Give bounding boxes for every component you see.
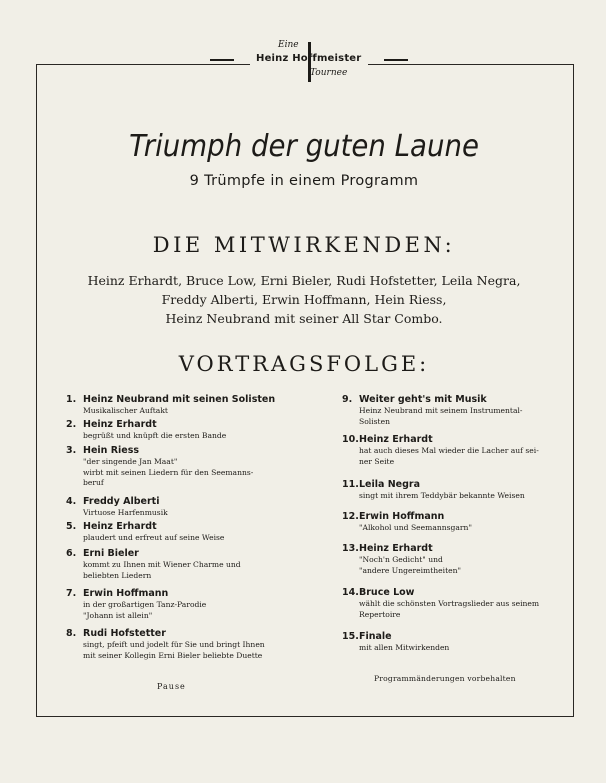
tour-logo [250,40,368,90]
item-title: Heinz Erhardt [83,419,157,430]
logo-line3: Tournee [310,68,348,78]
item-title: Erwin Hoffmann [359,511,445,522]
item-desc: begrüßt und knüpft die ersten Bande [83,431,227,440]
item-desc: Musikalischer Auftakt [83,406,168,415]
program-item [66,496,296,519]
performers-line: Freddy Alberti, Erwin Hoffmann, Hein Riess, [161,292,447,307]
page-title: Triumph der guten Laune [129,129,479,164]
item-number: 4. [66,496,77,507]
item-title: Hein Riess [83,445,140,456]
item-desc: "Johann ist allein" [83,610,153,620]
pause-label: Pause [157,682,186,691]
item-desc: in der großartigen Tanz-Parodie [83,600,207,609]
item-number: 2. [66,419,77,430]
item-desc: wirbt mit seinen Liedern für den Seemanns- [83,467,254,477]
program-item [66,445,296,489]
item-number: 13. [342,543,359,554]
subtitle: 9 Trümpfe in einem Programm [189,173,419,189]
performers-list [40,271,568,328]
item-title: Erwin Hoffmann [83,588,169,599]
program-item [342,394,560,427]
item-title: Heinz Erhardt [359,434,433,445]
item-desc: "andere Ungereimtheiten" [359,565,461,575]
item-title: Erni Bieler [83,548,139,559]
item-title: Freddy Alberti [83,496,160,507]
program-item [342,587,560,620]
program-item [66,419,296,442]
program-item [342,479,560,502]
item-number: 10. [342,434,359,445]
item-number: 11. [342,479,359,490]
program-heading: VORTRAGSFOLGE: [178,352,430,376]
program-item [66,588,296,621]
item-desc: singt mit ihrem Teddybär bekannte Weisen [359,491,525,500]
item-number: 6. [66,548,77,559]
performers-heading: DIE MITWIRKENDEN: [152,233,456,257]
item-desc: mit allen Mitwirkenden [359,643,450,652]
program-item [342,631,560,654]
item-desc: "Alkohol und Seemannsgarn" [359,523,472,532]
logo-line1: Eine [278,40,299,50]
item-title: Rudi Hofstetter [83,628,166,639]
item-desc: Heinz Neubrand mit seinem Instrumental- [359,406,523,415]
performers-line: Heinz Erhardt, Bruce Low, Erni Bieler, Rudi Hofstetter, Leila Negra, [87,273,521,288]
program-item [66,394,296,417]
item-number: 3. [66,445,77,456]
item-title: Weiter geht's mit Musik [359,394,487,405]
item-title: Heinz Neubrand mit seinen Solisten [83,394,276,405]
item-desc: singt, pfeift und jodelt für Sie und bringt Ihnen [83,640,265,649]
item-desc: wählt die schönsten Vortragslieder aus seinem [359,599,540,608]
item-title: Finale [359,631,392,642]
logo-rule-left [210,59,234,61]
changes-note: Programmänderungen vorbehalten [374,674,516,683]
logo-brand: Heinz Hoffmeister [256,53,362,64]
item-title: Leila Negra [359,479,421,490]
item-desc: "Noch'n Gedicht" und [359,555,443,564]
item-desc: beliebten Liedern [83,570,152,580]
item-desc: mit seiner Kollegin Erni Bieler beliebte Duette [83,650,263,660]
item-number: 12. [342,511,359,522]
item-desc: Virtuose Harfenmusik [83,508,168,517]
program-item [66,628,296,661]
item-desc: ner Seite [359,456,395,466]
item-desc: Solisten [359,416,390,426]
item-number: 8. [66,628,77,639]
item-title: Heinz Erhardt [83,521,157,532]
program-item [66,548,296,581]
item-title: Heinz Erhardt [359,543,433,554]
performers-line: Heinz Neubrand mit seiner All Star Combo. [165,311,443,326]
item-number: 5. [66,521,77,532]
item-desc: kommt zu Ihnen mit Wiener Charme und [83,560,241,569]
item-number: 7. [66,588,77,599]
item-desc: Repertoire [359,609,401,619]
item-desc: "der singende Jan Maat" [83,457,178,466]
program-item [342,511,560,534]
item-desc: plaudert und erfreut auf seine Weise [83,533,225,542]
logo-rule-right [384,59,408,61]
item-desc: hat auch dieses Mal wieder die Lacher auf sei- [359,446,539,455]
item-number: 1. [66,394,77,405]
item-title: Bruce Low [359,587,415,598]
item-desc: beruf [83,478,104,487]
item-number: 9. [342,394,353,405]
program-item [342,543,560,576]
program-item [342,434,560,467]
program-item [66,521,296,544]
item-number: 15. [342,631,359,642]
item-number: 14. [342,587,359,598]
